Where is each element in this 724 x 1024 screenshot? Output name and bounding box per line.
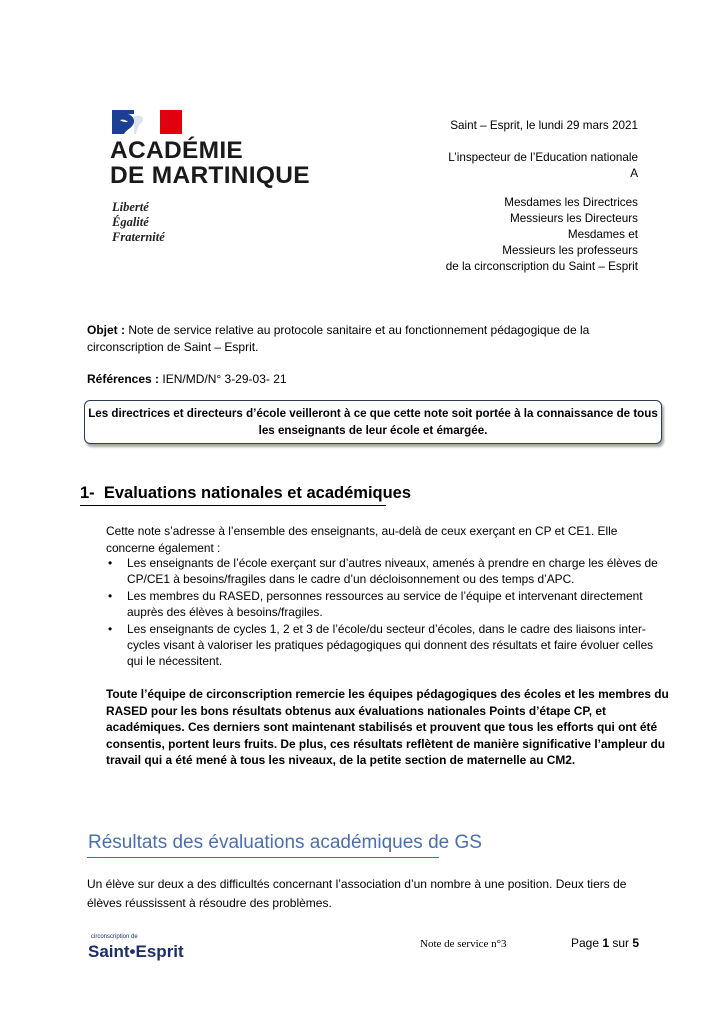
page-current: 1 [602,936,610,950]
references [87,371,287,388]
section2-paragraph: Un élève sur deux a des difficultés concernant l’association d’un nombre à une position. Deux tiers de élèves réussissent à résoudre des problèmes. [87,877,627,910]
logo-title-line2: DE MARTINIQUE [110,162,310,189]
section1-heading [80,482,412,506]
motto-liberte: Liberté [112,200,149,214]
bullet-icon: • [108,588,113,603]
recipient-2: Messieurs les Directeurs [510,212,638,225]
section2-underline [87,857,439,858]
notice-box [84,400,662,444]
motto-egalite: Égalité [112,215,149,229]
objet-text: Note de service relative au protocole sanitaire et au fonctionnement pédagogique de la circonscription de Saint – Esprit. [87,323,590,354]
section1-thanks-paragraph: Toute l’équipe de circonscription remercie les équipes pédagogiques des écoles et les membres du RASED pour les bons résultats obtenus aux évaluations nationales Points d’étape CP, et académiques. Ces derniers sont maintenant stabilisés et prouvent que tous les efforts qui ont été consentis, portent leurs fruits. De plus, ces résultats reflètent de manière significative l’ampleur du travail qui a été mené à tous les niveaux, de la petite section de maternelle au CM2. [106,687,669,768]
list-item: • Les membres du RASED, personnes ressources au service de l’équipe et intervenant directement auprès des élèves à besoins/fragiles. [108,588,643,620]
section2-heading: Résultats des évaluations académiques de GS [88,832,482,853]
notice-text: Les directrices et directeurs d’école veilleront à ce que cette note soit portée à la connaissance de tous les enseignants de leur école et émargée. [88,407,658,437]
section1-bullet-list [106,555,666,670]
list-item: • Les enseignants de cycles 1, 2 et 3 de l’école/du secteur d’écoles, dans le cadre des liaisons inter-cycles visant à valoriser les pratiques pédagogiques qui donnent des résultats et faire évoluer celles qui le nécessitent. [108,621,654,669]
sender-line2: A [630,167,638,180]
recipient-5: de la circonscription du Saint – Esprit [445,260,638,273]
footer-logo-big: Saint•Esprit [88,942,184,961]
footer-page-number: Page 1 sur 5 [571,936,640,950]
objet-label: Objet : [87,323,125,337]
page-total: 5 [632,936,640,950]
references-label: Références : [87,372,160,386]
logo-title [110,138,310,188]
section1-intro: Cette note s’adresse à l’ensemble des enseignants, au-delà de ceux exerçant en CP et CE1. Elle concerne également : [106,524,618,555]
objet-paragraph [87,322,647,356]
motto-fraternite: Fraternité [112,230,165,244]
footer-note-label: Note de service n°3 [420,938,507,950]
section1-number: 1- [80,484,95,502]
circonscription-logo [88,934,184,964]
academie-logo [112,110,358,270]
flag-red-band [160,110,182,134]
section1-title: Evaluations nationales et académiques [103,484,412,502]
logo-motto [112,200,165,245]
list-item: • Les enseignants de l’école exerçant sur d’autres niveaux, amenés à prendre en charge les élèves de CP/CE1 à besoins/fragiles dans le cadre d’un décloisonnement ou des temps d’APC. [108,556,658,587]
sender-line1: L’inspecteur de l’Education nationale [448,151,638,164]
place-date: Saint – Esprit, le lundi 29 mars 2021 [450,119,638,132]
recipient-1: Mesdames les Directrices [504,196,638,209]
recipient-4: Messieurs les professeurs [502,244,638,257]
bullet-icon: • [108,556,113,570]
footer-logo-small: circonscription de [91,934,138,940]
logo-title-line1: ACADÉMIE [110,137,244,164]
flag-blue-band [112,110,134,134]
marianne-flag-icon [112,110,182,134]
bullet-icon: • [108,621,113,636]
recipient-3: Mesdames et [567,228,638,241]
references-value: IEN/MD/N° 3-29-03- 21 [159,372,287,386]
flag-white-band [134,110,160,134]
